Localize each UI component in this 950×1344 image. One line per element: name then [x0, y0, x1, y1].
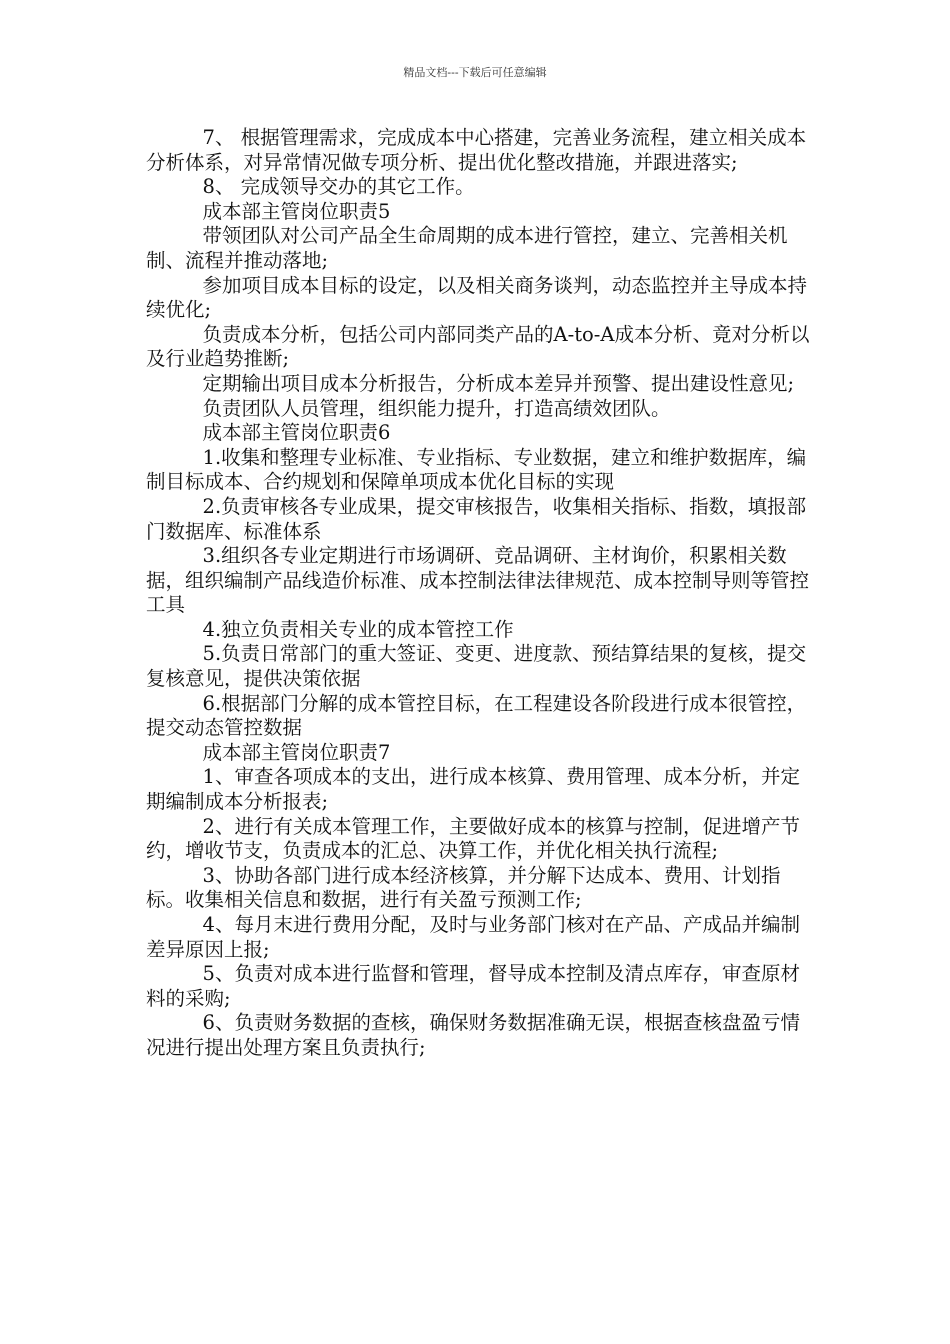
- paragraph-duty-cost-target: 参加项目成本目标的设定，以及相关商务谈判，动态监控并主导成本持续优化;: [146, 273, 808, 322]
- document-body: [146, 126, 812, 1061]
- paragraph-item-8: 8、 完成领导交办的其它工作。: [202, 175, 475, 199]
- section-heading-5: 成本部主管岗位职责5: [202, 199, 391, 223]
- paragraph-duty-lead-team: 带领团队对公司产品全生命周期的成本进行管控，建立、完善相关机制、流程并推动落地;: [146, 224, 788, 272]
- paragraph-item-6-3: 3.组织各专业定期进行市场调研、竞品调研、主材询价，积累相关数据，组织编制产品线造价标准、成本控制法律法律规范、成本控制导则等管控工具: [146, 544, 810, 617]
- page-header: 精品文档---下载后可任意编辑: [403, 66, 547, 79]
- paragraph-item-6-2: 2.负责审核各专业成果，提交审核报告，收集相关指标、指数，填报部门数据库、标准体系: [146, 494, 807, 543]
- paragraph-item-6-6: 6.根据部门分解的成本管控目标，在工程建设各阶段进行成本很管控，提交动态管控数据: [146, 691, 807, 740]
- paragraph-item-7-3: 3、协助各部门进行成本经济核算，并分解下达成本、费用、计划指标。收集相关信息和数据，进行有关盈亏预测工作;: [146, 863, 781, 912]
- paragraph-item-7-6: 6、负责财务数据的查核，确保财务数据准确无误，根据查核盘盈亏情况进行提出处理方案且负责执行;: [146, 1011, 800, 1059]
- paragraph-item-7-4: 4、每月末进行费用分配，及时与业务部门核对在产品、产成品并编制差异原因上报;: [146, 913, 800, 961]
- paragraph-item-7-1: 1、审查各项成本的支出，进行成本核算、费用管理、成本分析，并定期编制成本分析报表;: [146, 765, 800, 814]
- paragraph-duty-report: 定期输出项目成本分析报告，分析成本差异并预警、提出建设性意见;: [202, 371, 795, 395]
- paragraph-duty-cost-analysis: 负责成本分析，包括公司内部同类产品的A-to-A成本分析、竟对分析以及行业趋势推断;: [146, 322, 810, 371]
- paragraph-item-6-4: 4.独立负责相关专业的成本管控工作: [202, 617, 514, 641]
- section-heading-6: 成本部主管岗位职责6: [202, 421, 391, 445]
- paragraph-item-7: 7、 根据管理需求，完成成本中心搭建，完善业务流程，建立相关成本分析体系，对异常情况做专项分析、提出优化整改措施，并跟进落实;: [146, 126, 807, 174]
- paragraph-item-6-1: 1.收集和整理专业标准、专业指标、专业数据，建立和维护数据库，编制目标成本、合约规划和保障单项成本优化目标的实现: [146, 445, 807, 494]
- paragraph-item-7-5: 5、负责对成本进行监督和管理，督导成本控制及清点库存，审查原材料的采购;: [146, 962, 800, 1010]
- paragraph-item-7-2: 2、进行有关成本管理工作，主要做好成本的核算与控制，促进增产节约，增收节支，负责成本的汇总、决算工作，并优化相关执行流程;: [146, 814, 800, 863]
- paragraph-duty-team-management: 负责团队人员管理，组织能力提升，打造高绩效团队。: [202, 396, 671, 420]
- section-heading-7: 成本部主管岗位职责7: [202, 740, 391, 764]
- paragraph-item-6-5: 5.负责日常部门的重大签证、变更、进度款、预结算结果的复核，提交复核意见，提供决策依据: [146, 642, 807, 691]
